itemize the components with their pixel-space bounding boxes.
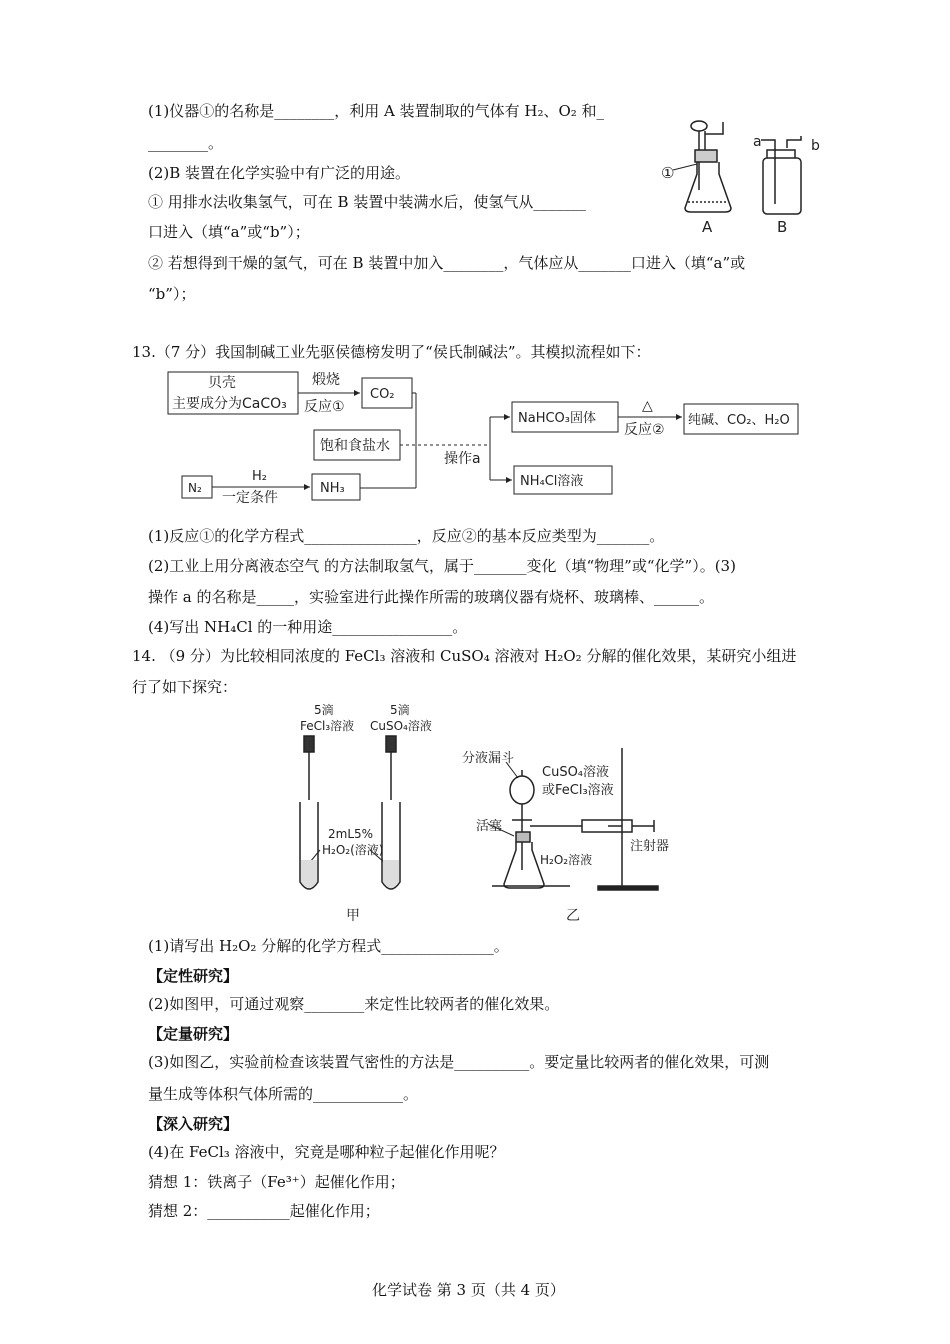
yi-fecl3-label: 或FeCl₃溶液: [542, 783, 614, 798]
jia-fecl3-label: FeCl₃溶液: [300, 719, 355, 733]
soda-flow-diagram: [160, 366, 810, 508]
label-a-port: a: [753, 134, 762, 150]
flow-n2-box: N₂: [188, 481, 202, 495]
q14-line2: (2)如图甲，可通过观察________来定性比较两者的催化效果。: [148, 995, 560, 1013]
q13-line1: (1)反应①的化学方程式_______________，反应②的基本反应类型为_______。: [148, 527, 665, 545]
flow-nh3-box: NH₃: [320, 481, 345, 496]
apparatus-ab-figure: [655, 112, 830, 238]
q13-line4: (4)写出 NH₄Cl 的一种用途________________。: [148, 618, 468, 636]
apparatus-b-bottle: [761, 136, 801, 214]
q12-line6: ② 若想得到干燥的氢气，可在 B 装置中加入________，气体应从_______口进入（填“a”或: [148, 254, 746, 272]
q12-line3: (2)B 装置在化学实验中有广泛的用途。: [148, 164, 411, 182]
flow-products-box: 纯碱、CO₂、H₂O: [688, 413, 790, 428]
q14-line5: (4)在 FeCl₃ 溶液中，究竟是哪种粒子起催化作用呢？: [148, 1143, 505, 1161]
q14-heading-deeper: 【深入研究】: [148, 1115, 239, 1133]
q14-line6: 猜想 1：铁离子（Fe³⁺）起催化作用；: [148, 1173, 405, 1191]
flow-nahco3-box: NaHCO₃固体: [518, 411, 596, 426]
q14-title-line2: 行了如下探究：: [132, 678, 238, 696]
jia-volume-label: 2mL5%: [328, 827, 374, 841]
flow-shell-composition: 主要成分为CaCO₃: [172, 396, 287, 412]
q12-line1: (1)仪器①的名称是________，利用 A 装置制取的气体有 H₂、O₂ 和_: [148, 102, 605, 120]
label-b: B: [777, 218, 788, 236]
page-footer: 化学试卷 第 3 页（共 4 页）: [372, 1281, 565, 1299]
yi-syringe-label: 注射器: [630, 839, 670, 854]
apparatus-figure-yi: [458, 740, 688, 926]
flow-nh4cl-box: NH₄Cl溶液: [520, 474, 584, 489]
q14-title-line1: 14. （9 分）为比较相同浓度的 FeCl₃ 溶液和 CuSO₄ 溶液对 H₂O₂ 分解的催化效果，某研究小组进: [132, 647, 797, 665]
jia-h2o2-label: H₂O₂(溶液): [322, 843, 384, 857]
jia-caption: 甲: [346, 908, 360, 924]
flow-shell-text: 贝壳: [208, 375, 236, 391]
q12-line5: 口进入（填“a”或“b”）；: [148, 223, 310, 241]
yi-caption: 乙: [566, 908, 580, 924]
q14-heading-qualitative: 【定性研究】: [148, 967, 239, 985]
jia-cuso4-label: CuSO₄溶液: [370, 719, 432, 733]
yi-h2o2-label: H₂O₂溶液: [540, 853, 593, 867]
q13-title: 13.（7 分）我国制碱工业先驱侯德榜发明了“侯氏制碱法”。其模拟流程如下：: [132, 343, 651, 361]
q13-line3: 操作 a 的名称是_____，实验室进行此操作所需的玻璃仪器有烧杯、玻璃棒、______。: [148, 588, 714, 606]
flow-reaction1-label: 反应①: [304, 399, 345, 415]
yi-valve-label: 活塞: [476, 819, 503, 834]
test-tube-figure-jia: [290, 700, 450, 926]
flow-condition-label: 一定条件: [222, 490, 278, 506]
flow-reaction2-label: 反应②: [624, 422, 665, 438]
q14-line3: (3)如图乙，实验前检查该装置气密性的方法是__________。要定量比较两者的催化效果，可测: [148, 1053, 770, 1071]
yi-cuso4-label: CuSO₄溶液: [542, 765, 610, 780]
flow-calcine-label: 煅烧: [312, 372, 340, 388]
circle1-label: ①: [661, 164, 675, 182]
q14-line1: (1)请写出 H₂O₂ 分解的化学方程式_______________。: [148, 937, 509, 955]
flow-co2-box: CO₂: [370, 387, 395, 402]
jia-drops-1: 5滴: [314, 703, 334, 717]
q14-line7: 猜想 2：___________起催化作用；: [148, 1202, 380, 1220]
flow-brine-box: 饱和食盐水: [320, 438, 390, 454]
apparatus-a-flask: [685, 121, 731, 212]
jia-drops-2: 5滴: [390, 703, 410, 717]
q12-line4: ① 用排水法收集氢气，可在 B 装置中装满水后，使氢气从_______: [148, 193, 586, 211]
q12-line7: “b”）；: [148, 285, 196, 303]
q14-line4: 量生成等体积气体所需的____________。: [148, 1085, 419, 1103]
q13-line2: (2)工业上用分离液态空气 的方法制取氢气，属于_______变化（填“物理”或“化学”）。(3): [148, 557, 736, 575]
q14-heading-quantitative: 【定量研究】: [148, 1025, 239, 1043]
flow-delta-symbol: △: [642, 398, 653, 414]
flow-operation-a-label: 操作a: [444, 451, 481, 467]
label-b-port: b: [811, 138, 820, 154]
yi-funnel-label: 分液漏斗: [462, 751, 515, 766]
flow-h2-label: H₂: [252, 469, 267, 484]
q12-line2: ________。: [148, 134, 224, 152]
label-a: A: [702, 218, 713, 236]
